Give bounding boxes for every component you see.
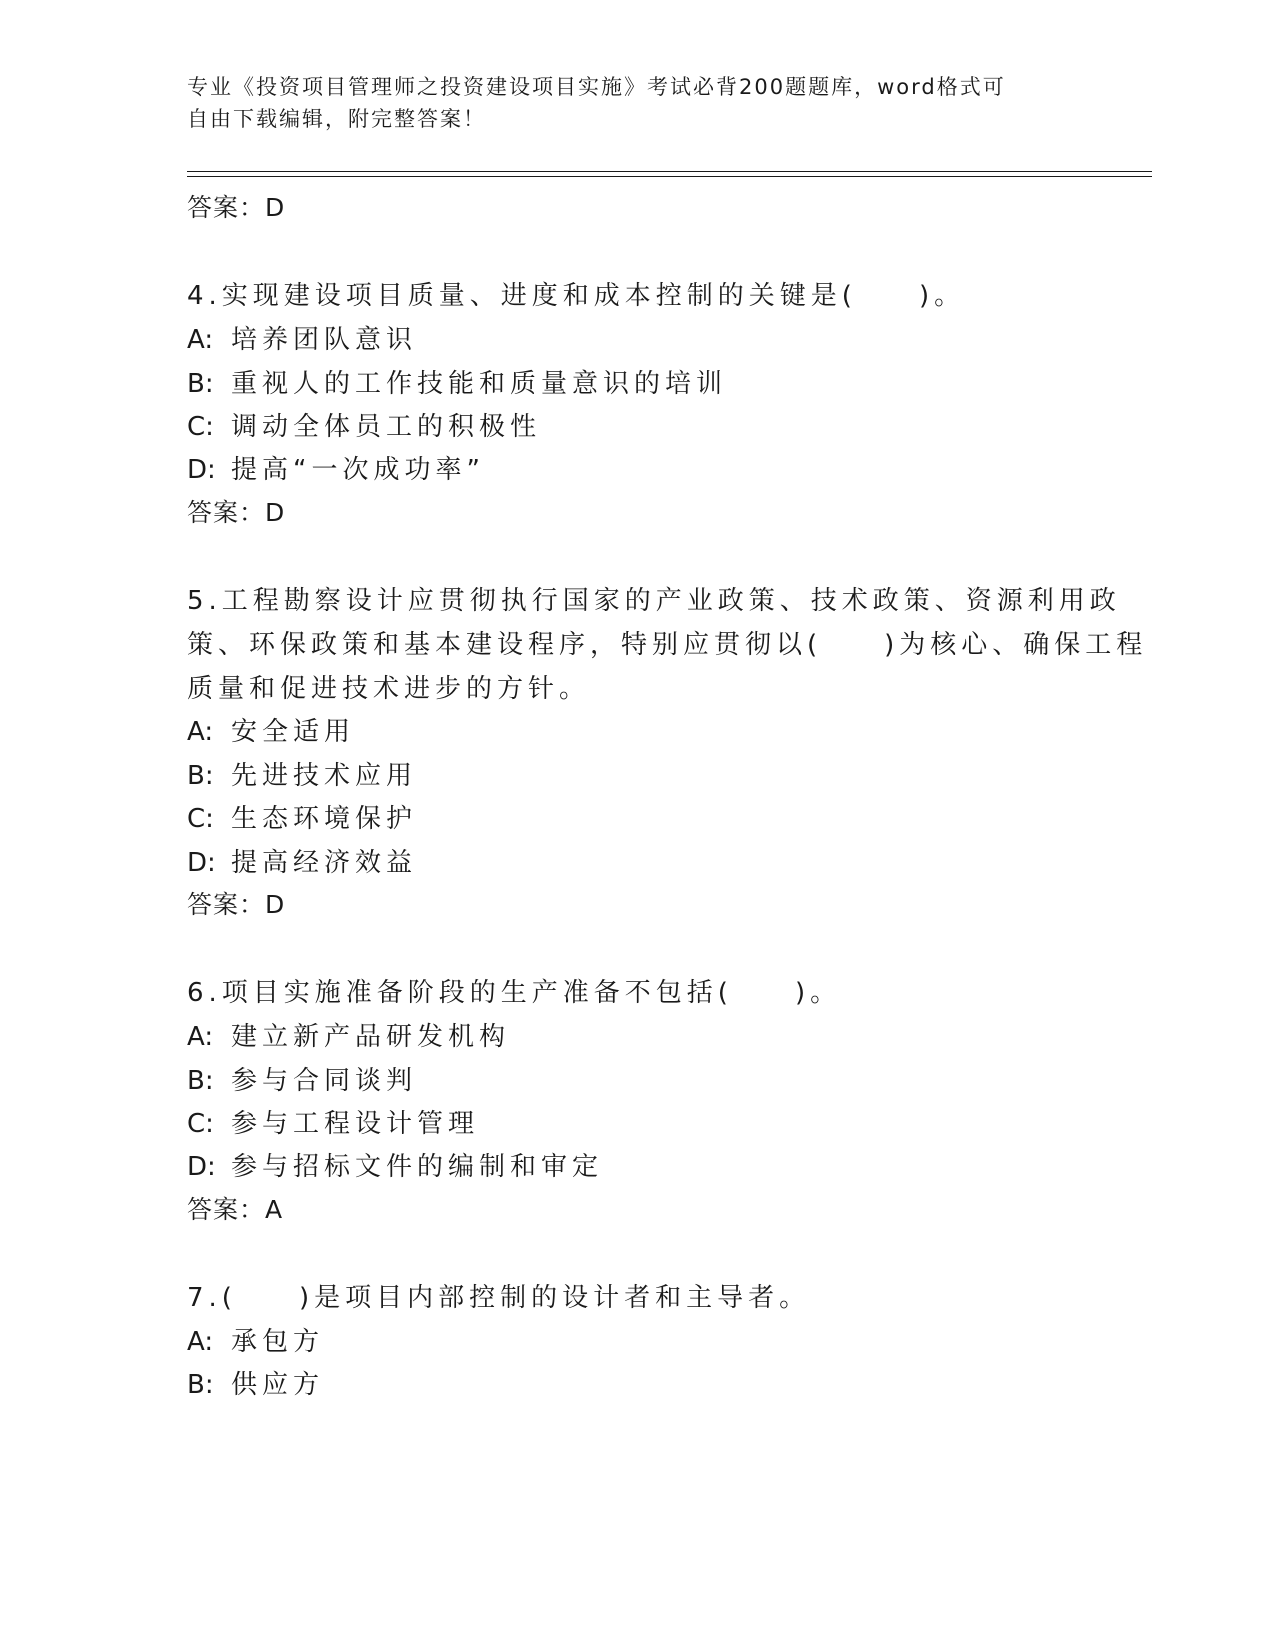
- option-letter: C:: [187, 1109, 214, 1139]
- option-b: [187, 1060, 417, 1097]
- option-letter: A:: [187, 1022, 214, 1052]
- option-text: 参与工程设计管理: [231, 1109, 480, 1139]
- option-c: [187, 798, 417, 835]
- question-text: 7.( )是项目内部控制的设计者和主导者。: [187, 1283, 811, 1313]
- option-letter: B:: [187, 369, 214, 399]
- option-letter: C:: [187, 412, 214, 442]
- option-text: 参与招标文件的编制和审定: [231, 1152, 604, 1182]
- option-a: [187, 1321, 324, 1358]
- option-letter: A:: [187, 717, 214, 747]
- option-b: [187, 755, 417, 792]
- option-d: [187, 842, 417, 879]
- option-b: [187, 1364, 324, 1401]
- option-text: 承包方: [231, 1327, 325, 1357]
- option-text: 重视人的工作技能和质量意识的培训: [231, 369, 728, 399]
- header-rule-bottom: [187, 176, 1152, 177]
- option-text: 生态环境保护: [231, 804, 418, 834]
- question-text: 策、环保政策和基本建设程序，特别应贯彻以( )为核心、确保工程: [187, 630, 1148, 660]
- option-a: [187, 319, 417, 356]
- option-letter: D:: [187, 848, 216, 878]
- option-letter: A:: [187, 1327, 214, 1357]
- option-letter: B:: [187, 1370, 214, 1400]
- option-a: [187, 711, 355, 748]
- answer-line: 答案：D: [187, 498, 286, 527]
- document-header-line-2: 自由下载编辑，附完整答案！: [187, 107, 486, 131]
- question-text: 4.实现建设项目质量、进度和成本控制的关键是( )。: [187, 281, 966, 311]
- option-text: 供应方: [231, 1370, 325, 1400]
- document-header-line-1: 专业《投资项目管理师之投资建设项目实施》考试必背200题题库，word格式可: [187, 75, 1006, 99]
- answer-line: 答案：D: [187, 193, 286, 222]
- option-text: 先进技术应用: [231, 761, 418, 791]
- option-a: [187, 1016, 510, 1053]
- option-text: 调动全体员工的积极性: [231, 412, 542, 442]
- option-letter: D:: [187, 1152, 216, 1182]
- option-d: [187, 1146, 603, 1183]
- option-text: 提高经济效益: [231, 848, 418, 878]
- option-letter: A:: [187, 325, 214, 355]
- question-text: 质量和促进技术进步的方针。: [187, 674, 591, 704]
- option-letter: C:: [187, 804, 214, 834]
- option-letter: B:: [187, 1066, 214, 1096]
- option-d: [187, 449, 485, 486]
- option-b: [187, 363, 727, 400]
- option-text: 参与合同谈判: [231, 1066, 418, 1096]
- option-text: 提高“一次成功率”: [231, 455, 485, 485]
- question-text: 5.工程勘察设计应贯彻执行国家的产业政策、技术政策、资源利用政: [187, 586, 1121, 616]
- option-text: 建立新产品研发机构: [231, 1022, 511, 1052]
- option-c: [187, 406, 541, 443]
- option-letter: D:: [187, 455, 216, 485]
- option-letter: B:: [187, 761, 214, 791]
- answer-line: 答案：D: [187, 890, 286, 919]
- option-c: [187, 1103, 479, 1140]
- answer-line: 答案：A: [187, 1195, 284, 1224]
- option-text: 安全适用: [231, 717, 356, 747]
- option-text: 培养团队意识: [231, 325, 418, 355]
- question-text: 6.项目实施准备阶段的生产准备不包括( )。: [187, 978, 842, 1008]
- header-rule-top: [187, 171, 1152, 172]
